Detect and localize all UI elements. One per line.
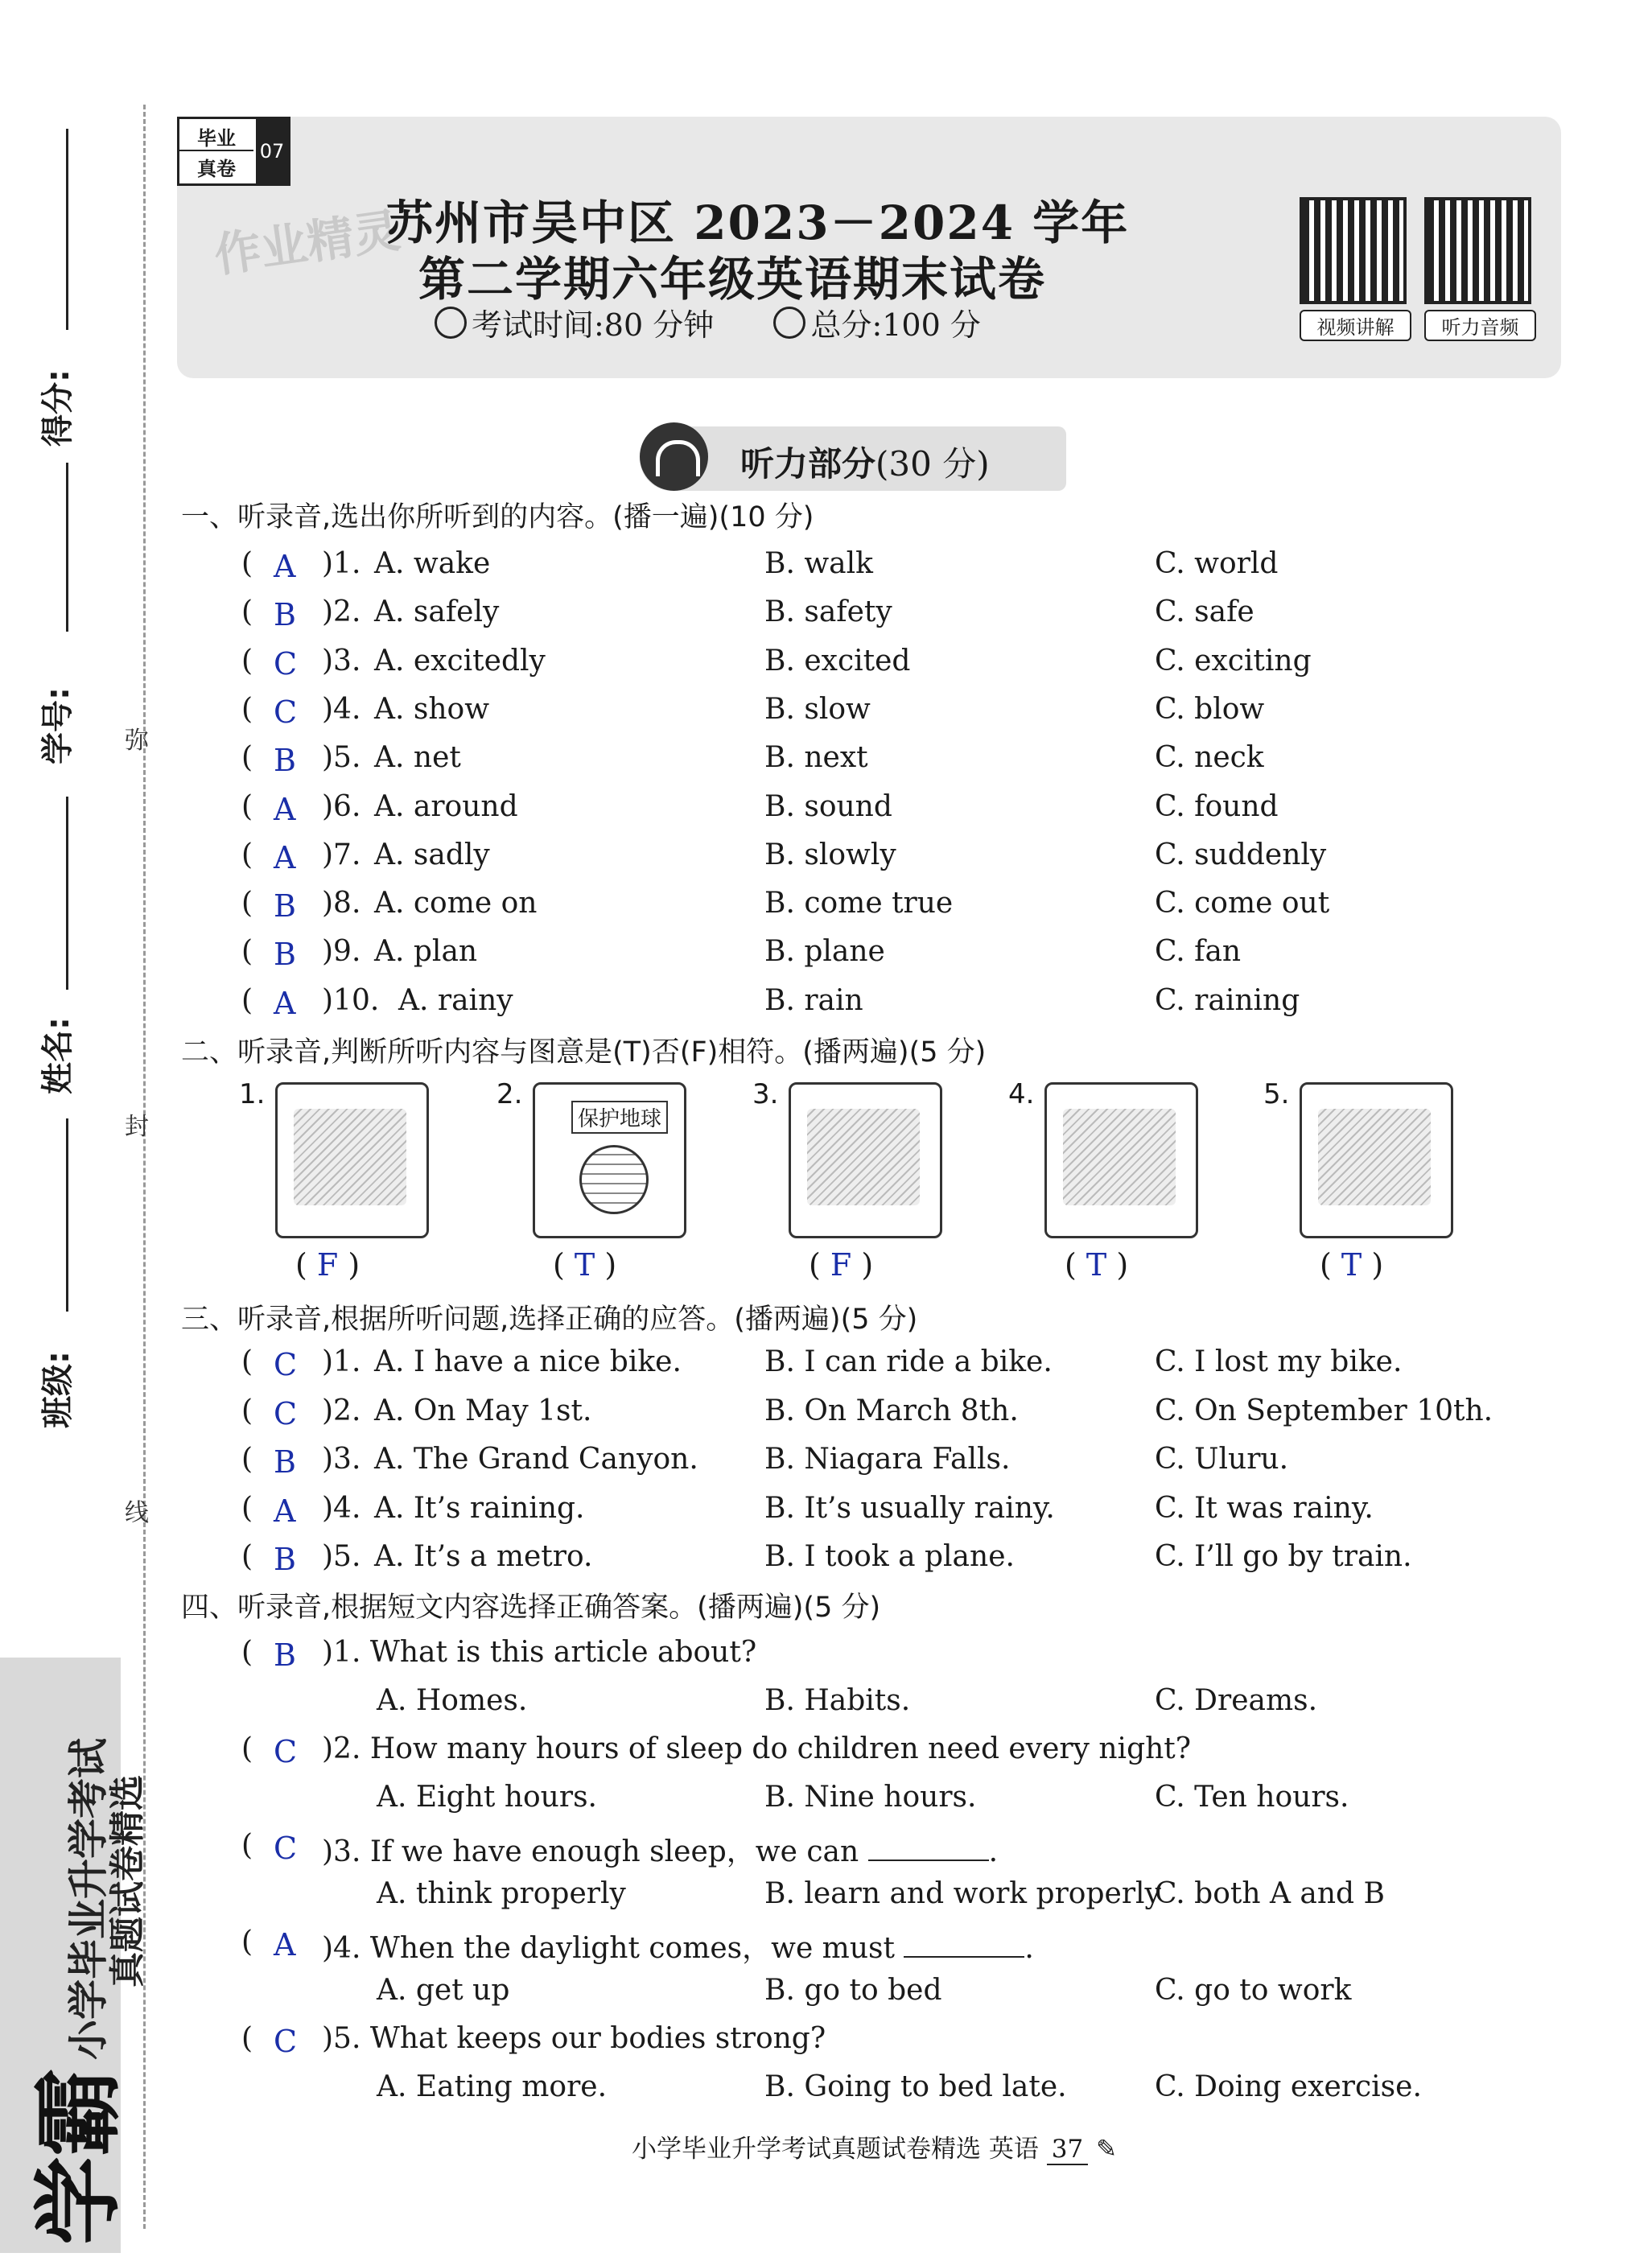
option-a: A. excitedly bbox=[374, 645, 546, 678]
answer: C bbox=[274, 646, 298, 682]
option-c: C. blow bbox=[1155, 693, 1265, 726]
brand-line2: 真题试卷精选 bbox=[107, 1775, 148, 1987]
banner-title: 听力部分 bbox=[740, 444, 876, 484]
option-a: A. wake bbox=[374, 547, 491, 580]
qr-video-label: 视频讲解 bbox=[1300, 310, 1411, 341]
answer-paren: ( bbox=[241, 2022, 253, 2055]
option-b: B. come true bbox=[764, 887, 954, 920]
option-a: A. It’s raining. bbox=[374, 1492, 585, 1525]
answer-paren: ( bbox=[241, 693, 253, 726]
tf-answer: ( T ) bbox=[553, 1247, 617, 1283]
binding-margin bbox=[0, 0, 149, 2257]
picture-2 bbox=[533, 1082, 686, 1238]
question-number: )6. bbox=[322, 790, 361, 823]
option-b: B. slow bbox=[764, 693, 871, 726]
check-icon bbox=[773, 307, 805, 339]
answer-paren: ( bbox=[241, 838, 253, 871]
score-line bbox=[66, 129, 68, 330]
question-number: )10. bbox=[322, 984, 380, 1017]
option-a: A. I have a nice bike. bbox=[374, 1345, 682, 1378]
seal-char: 封 bbox=[125, 1113, 149, 1141]
answer: B bbox=[274, 937, 296, 972]
option-a: A. Eight hours. bbox=[377, 1781, 597, 1814]
question-number: )4. bbox=[322, 693, 361, 726]
score-label: 得分: bbox=[39, 369, 76, 447]
option-c: C. fan bbox=[1155, 935, 1242, 968]
badge-bottom: 真卷 bbox=[197, 158, 236, 180]
option-b: B. Nine hours. bbox=[764, 1781, 977, 1814]
question-number: )1. bbox=[322, 1345, 361, 1378]
question-text bbox=[322, 1732, 1191, 1765]
answer-blank bbox=[904, 1932, 1024, 1958]
question-text: )3. If we have enough sleep，we can . bbox=[322, 1835, 999, 1868]
brand-logo: 学霸 bbox=[27, 2068, 130, 2245]
option-b: B. sound bbox=[764, 790, 892, 823]
tf-answer: ( F ) bbox=[809, 1247, 874, 1283]
answer-paren: ( bbox=[241, 935, 253, 968]
banner-score: (30 分) bbox=[875, 444, 990, 484]
answer-paren: ( bbox=[241, 1732, 253, 1765]
illustration bbox=[1063, 1109, 1176, 1205]
answer-paren: ( bbox=[241, 790, 253, 823]
option-c: C. go to work bbox=[1155, 1974, 1352, 2007]
option-c: C. Ten hours. bbox=[1155, 1781, 1349, 1814]
id-line bbox=[66, 463, 68, 632]
answer: B bbox=[274, 888, 296, 924]
qr-audio-label: 听力音频 bbox=[1424, 310, 1536, 341]
paper-badge bbox=[177, 117, 290, 186]
picture-number: 4. bbox=[1008, 1078, 1035, 1110]
tf-answer: ( T ) bbox=[1320, 1247, 1384, 1283]
answer: A bbox=[274, 1927, 296, 1963]
question-number: )1. bbox=[322, 547, 361, 580]
option-c: C. On September 10th. bbox=[1155, 1394, 1493, 1427]
page-footer bbox=[632, 2128, 1117, 2165]
answer: A bbox=[274, 840, 296, 875]
answer-blank bbox=[868, 1835, 989, 1861]
question-text: )4. When the daylight comes，we must . bbox=[322, 1932, 1034, 1965]
question-text bbox=[322, 1636, 756, 1669]
option-b: B. walk bbox=[764, 547, 873, 580]
answer: B bbox=[274, 597, 296, 632]
picture-number: 3. bbox=[752, 1078, 779, 1110]
question-number: )7. bbox=[322, 838, 361, 871]
qr-code-icon bbox=[1300, 197, 1407, 304]
answer-paren: ( bbox=[241, 547, 253, 580]
option-c: C. found bbox=[1155, 790, 1279, 823]
tf-value: T bbox=[1341, 1247, 1362, 1283]
listening-banner bbox=[640, 426, 1066, 491]
tf-answer: ( T ) bbox=[1065, 1247, 1129, 1283]
option-b: B. I can ride a bike. bbox=[764, 1345, 1053, 1378]
option-a: A. Homes. bbox=[377, 1684, 528, 1717]
option-c: C. It was rainy. bbox=[1155, 1492, 1374, 1525]
section-2-heading: 二、听录音,判断所听内容与图意是(T)否(F)相符。(播两遍)(5 分) bbox=[181, 1036, 987, 1069]
option-c: C. neck bbox=[1155, 741, 1264, 774]
picture-number: 5. bbox=[1263, 1078, 1290, 1110]
option-b: B. Going to bed late. bbox=[764, 2070, 1067, 2103]
question-text bbox=[322, 2022, 826, 2055]
picture-sign: 保护地球 bbox=[571, 1101, 668, 1134]
question-number: )2. bbox=[322, 595, 361, 628]
tf-answer: ( F ) bbox=[295, 1247, 360, 1283]
answer: C bbox=[274, 1831, 298, 1866]
question-stem: )5. What keeps our bodies strong? bbox=[322, 2022, 826, 2055]
option-b: B. learn and work properly bbox=[764, 1877, 1161, 1910]
section-1-heading: 一、听录音,选出你所听到的内容。(播一遍)(10 分) bbox=[181, 501, 814, 533]
globe-icon bbox=[579, 1145, 649, 1214]
option-c: C. world bbox=[1155, 547, 1279, 580]
option-a: A. show bbox=[374, 693, 490, 726]
option-a: A. think properly bbox=[377, 1877, 626, 1910]
option-b: B. slowly bbox=[764, 838, 896, 871]
answer: C bbox=[274, 694, 298, 730]
answer-paren: ( bbox=[241, 741, 253, 774]
option-a: A. sadly bbox=[374, 838, 490, 871]
answer-paren: ( bbox=[241, 1925, 253, 1958]
option-b: B. plane bbox=[764, 935, 885, 968]
answer-paren: ( bbox=[241, 645, 253, 678]
question-number: )9. bbox=[322, 935, 361, 968]
name-line bbox=[66, 797, 68, 990]
answer: C bbox=[274, 1347, 298, 1382]
clock-icon bbox=[435, 307, 467, 339]
answer: A bbox=[274, 792, 296, 827]
question-number: )3. bbox=[322, 1443, 361, 1476]
option-a: A. get up bbox=[377, 1974, 510, 2007]
option-a: A. plan bbox=[374, 935, 478, 968]
option-c: C. Doing exercise. bbox=[1155, 2070, 1422, 2103]
question-stem: )4. When the daylight comes，we must bbox=[322, 1932, 895, 1965]
option-b: B. next bbox=[764, 741, 868, 774]
option-a: A. It’s a metro. bbox=[374, 1540, 593, 1573]
answer: C bbox=[274, 1734, 298, 1769]
option-a: A. rainy bbox=[398, 984, 513, 1017]
seal-char: 线 bbox=[125, 1499, 149, 1527]
exam-info bbox=[435, 300, 981, 344]
answer-paren: ( bbox=[241, 1540, 253, 1573]
option-b: B. I took a plane. bbox=[764, 1540, 1015, 1573]
tf-value: F bbox=[316, 1247, 339, 1283]
option-a: A. Eating more. bbox=[377, 2070, 608, 2103]
answer: B bbox=[274, 743, 296, 778]
answer-paren: ( bbox=[241, 1443, 253, 1476]
seal-char: 弥 bbox=[125, 727, 149, 755]
answer: A bbox=[274, 1493, 296, 1529]
section-4-heading: 四、听录音,根据短文内容选择正确答案。(播两遍)(5 分) bbox=[181, 1592, 881, 1624]
answer: A bbox=[274, 986, 296, 1021]
qr-code-icon bbox=[1424, 197, 1531, 304]
option-a: A. The Grand Canyon. bbox=[374, 1443, 698, 1476]
illustration bbox=[294, 1109, 406, 1205]
option-c: C. safe bbox=[1155, 595, 1254, 628]
option-a: A. come on bbox=[374, 887, 538, 920]
option-c: C. I lost my bike. bbox=[1155, 1345, 1403, 1378]
option-c: C. come out bbox=[1155, 887, 1330, 920]
option-b: B. It’s usually rainy. bbox=[764, 1492, 1055, 1525]
answer-paren: ( bbox=[241, 1636, 253, 1669]
badge-top: 毕业 bbox=[197, 127, 236, 150]
exam-time: 考试时间:80 分钟 bbox=[472, 307, 715, 343]
option-c: C. Dreams. bbox=[1155, 1684, 1318, 1717]
option-b: B. On March 8th. bbox=[764, 1394, 1019, 1427]
badge-number: 07 bbox=[256, 119, 288, 183]
picture-number: 2. bbox=[496, 1078, 523, 1110]
answer-paren: ( bbox=[241, 1345, 253, 1378]
exam-title-line1: 苏州市吴中区 2023－2024 学年 bbox=[386, 196, 1130, 250]
option-b: B. go to bed bbox=[764, 1974, 942, 2007]
illustration bbox=[1318, 1109, 1431, 1205]
class-line bbox=[66, 1118, 68, 1312]
answer: A bbox=[274, 549, 296, 584]
answer-paren: ( bbox=[241, 1492, 253, 1525]
question-number: )2. bbox=[322, 1394, 361, 1427]
option-a: A. safely bbox=[374, 595, 500, 628]
question-stem: )2. How many hours of sleep do children need every night? bbox=[322, 1732, 1192, 1765]
answer: B bbox=[274, 1637, 296, 1673]
id-label: 学号: bbox=[39, 687, 76, 764]
option-b: B. safety bbox=[764, 595, 892, 628]
question-stem: )3. If we have enough sleep，we can bbox=[322, 1835, 859, 1868]
option-c: C. I’ll go by train. bbox=[1155, 1540, 1412, 1573]
option-a: A. On May 1st. bbox=[374, 1394, 592, 1427]
picture-1 bbox=[275, 1082, 429, 1238]
option-b: B. excited bbox=[764, 645, 911, 678]
section-3-heading: 三、听录音,根据所听问题,选择正确的应答。(播两遍)(5 分) bbox=[181, 1304, 918, 1336]
footer-text: 小学毕业升学考试真题试卷精选 英语 bbox=[632, 2135, 1039, 2164]
option-b: B. rain bbox=[764, 984, 863, 1017]
answer-paren: ( bbox=[241, 1394, 253, 1427]
answer-paren: ( bbox=[241, 1829, 253, 1862]
option-a: A. net bbox=[374, 741, 461, 774]
option-c: C. Uluru. bbox=[1155, 1443, 1289, 1476]
answer: C bbox=[274, 1396, 298, 1431]
picture-4 bbox=[1044, 1082, 1198, 1238]
question-number: )5. bbox=[322, 741, 361, 774]
tf-value: F bbox=[830, 1247, 852, 1283]
page-number: 37 bbox=[1047, 2135, 1088, 2165]
exam-title-line2: 第二学期六年级英语期末试卷 bbox=[418, 252, 1047, 307]
question-number: )4. bbox=[322, 1492, 361, 1525]
answer-paren: ( bbox=[241, 984, 253, 1017]
option-b: B. Niagara Falls. bbox=[764, 1443, 1011, 1476]
answer: B bbox=[274, 1444, 296, 1480]
option-c: C. raining bbox=[1155, 984, 1300, 1017]
illustration bbox=[807, 1109, 920, 1205]
option-b: B. Habits. bbox=[764, 1684, 911, 1717]
exam-header bbox=[177, 117, 1561, 378]
question-number: )5. bbox=[322, 1540, 361, 1573]
question-number: )8. bbox=[322, 887, 361, 920]
picture-number: 1. bbox=[239, 1078, 266, 1110]
answer: B bbox=[274, 1542, 296, 1577]
question-number: )3. bbox=[322, 645, 361, 678]
answer-paren: ( bbox=[241, 887, 253, 920]
answer: C bbox=[274, 2024, 298, 2059]
class-label: 班级: bbox=[39, 1351, 76, 1428]
headphones-icon bbox=[640, 422, 708, 491]
question-stem: )1. What is this article about? bbox=[322, 1636, 757, 1669]
tf-value: T bbox=[574, 1247, 595, 1283]
watermark: 作业精灵 bbox=[211, 203, 404, 283]
name-label: 姓名: bbox=[39, 1017, 76, 1094]
option-c: C. suddenly bbox=[1155, 838, 1327, 871]
brand-line1: 小学毕业升学考试 bbox=[65, 1738, 112, 2060]
answer-paren: ( bbox=[241, 595, 253, 628]
pencil-icon: ✎ bbox=[1096, 2135, 1118, 2164]
tf-value: T bbox=[1086, 1247, 1107, 1283]
picture-5 bbox=[1300, 1082, 1453, 1238]
option-c: C. both A and B bbox=[1155, 1877, 1385, 1910]
option-a: A. around bbox=[374, 790, 518, 823]
exam-total: 总分:100 分 bbox=[810, 307, 981, 343]
option-c: C. exciting bbox=[1155, 645, 1312, 678]
picture-3 bbox=[789, 1082, 942, 1238]
